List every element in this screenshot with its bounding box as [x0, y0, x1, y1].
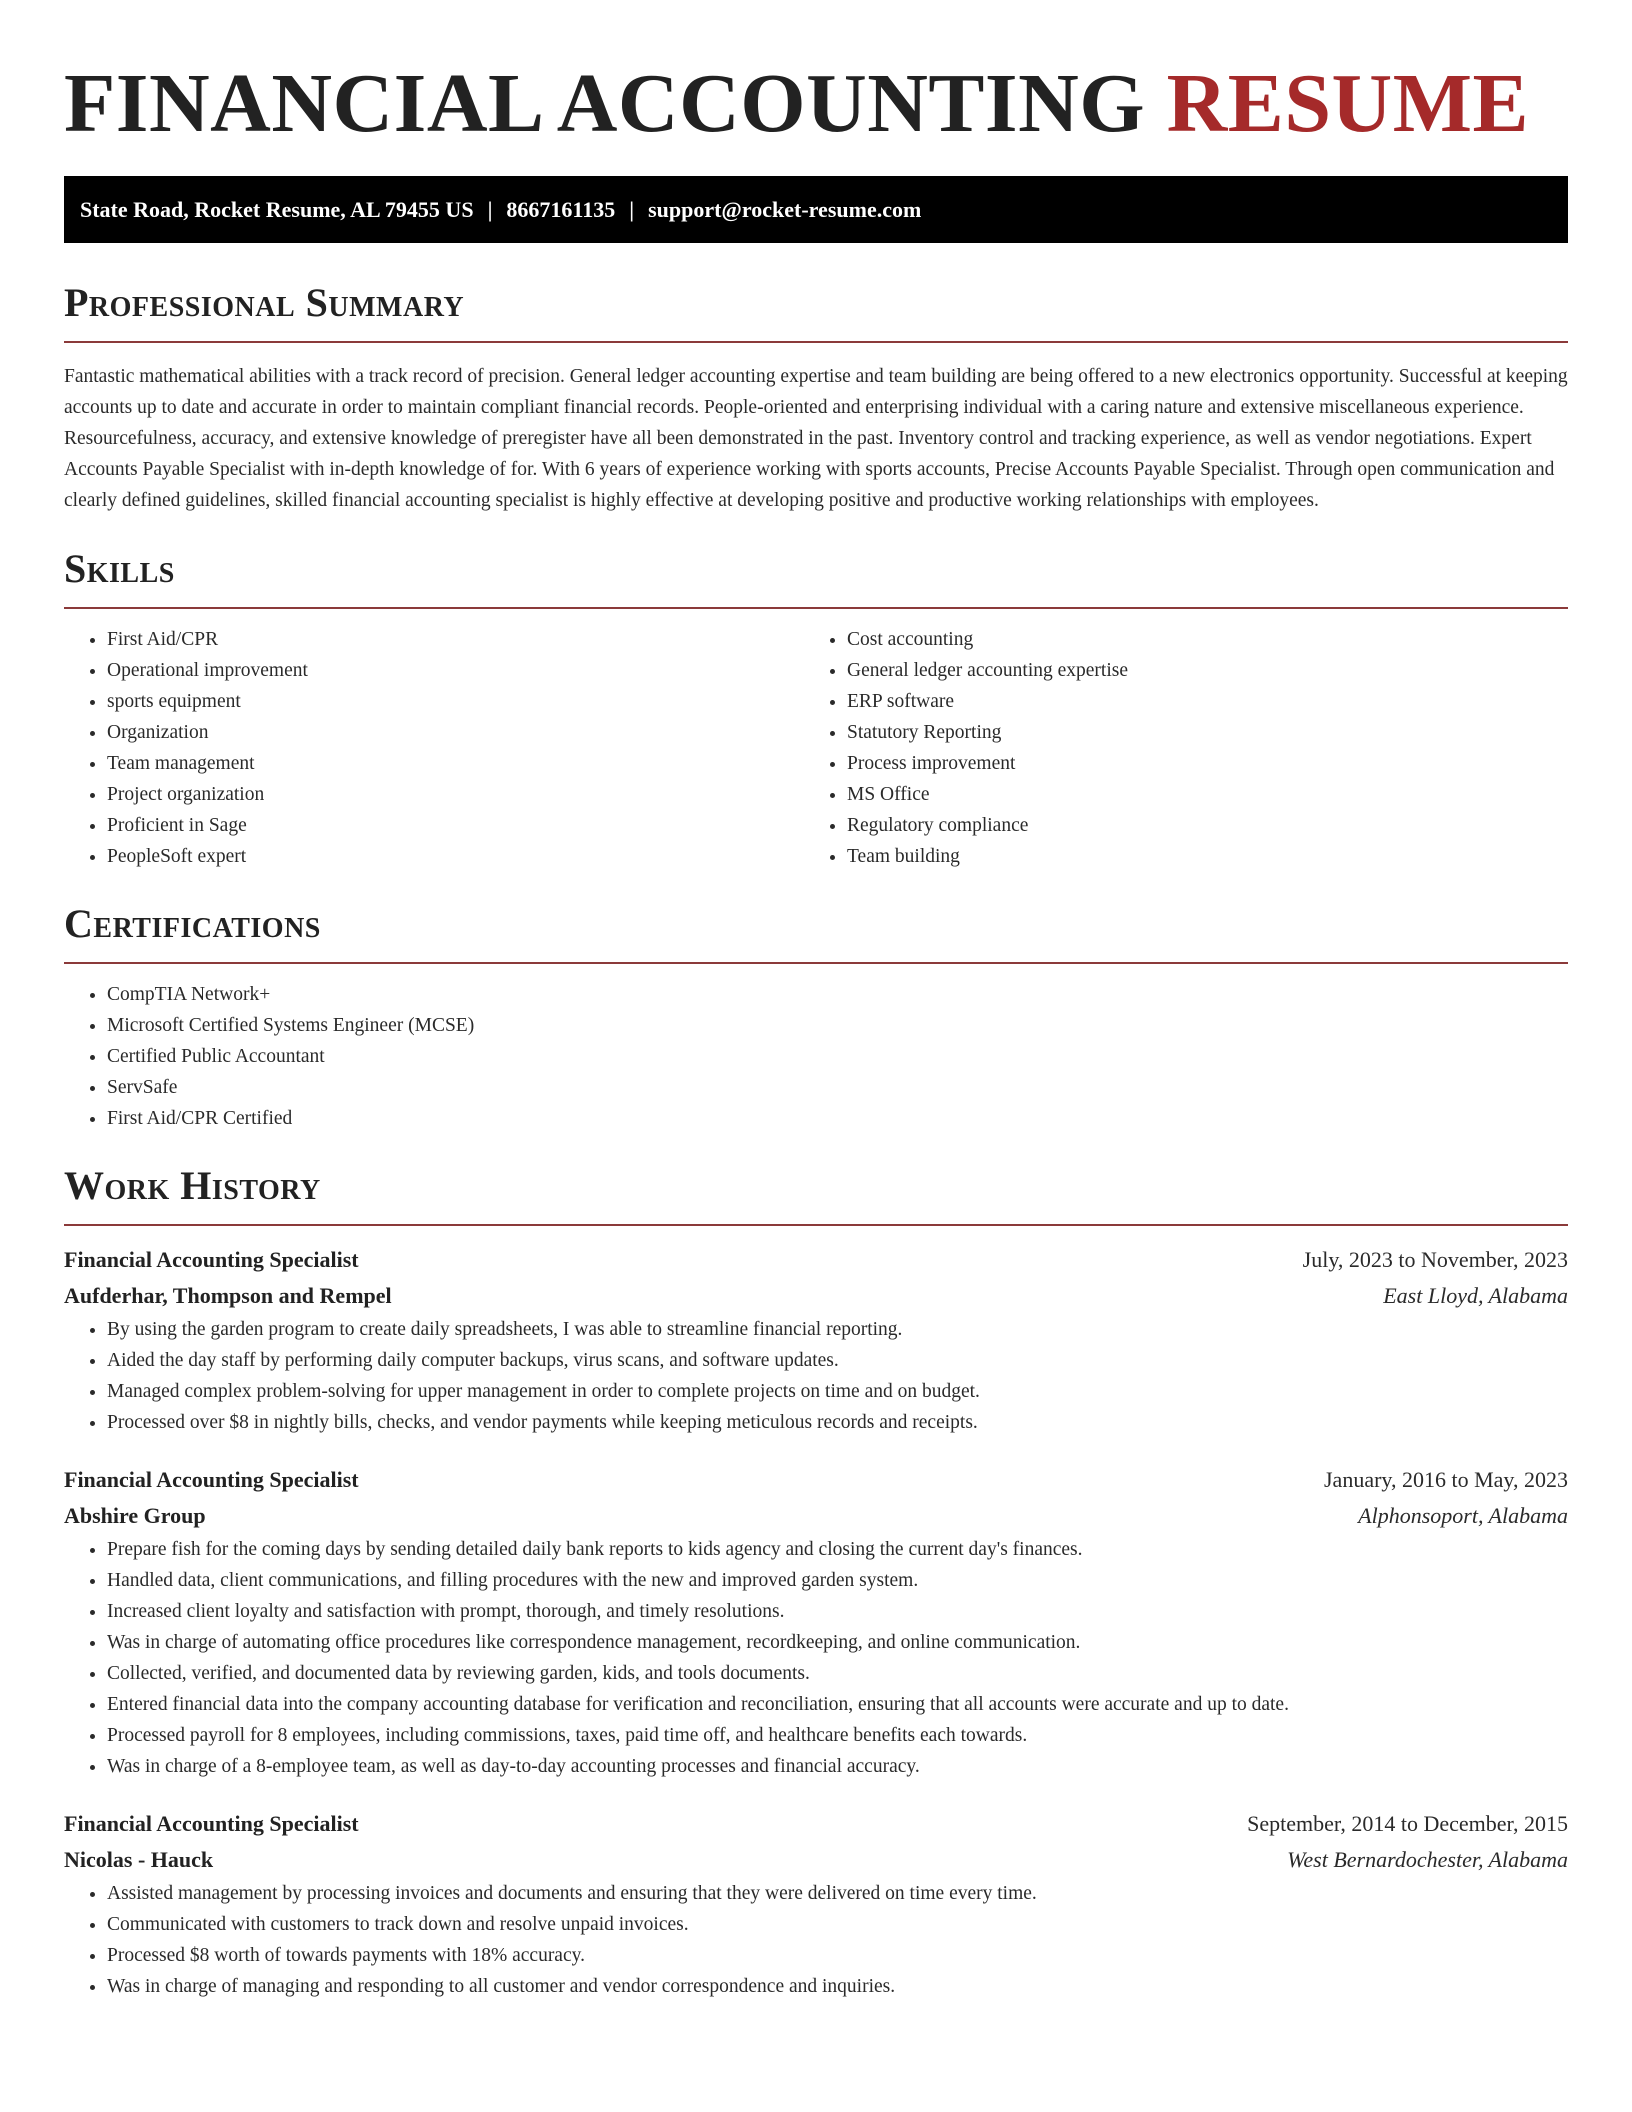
contact-separator: |	[487, 196, 493, 222]
certification-item: • ServSafe	[107, 1072, 1568, 1103]
job-duty: • Processed $8 worth of towards payments with 18% accuracy.	[107, 1940, 1568, 1971]
skill-item: • Process improvement	[847, 748, 1544, 779]
skill-item: • Cost accounting	[847, 624, 1544, 655]
skill-item: • MS Office	[847, 779, 1544, 810]
job-dates: January, 2016 to May, 2023	[1324, 1467, 1568, 1492]
section-divider	[64, 341, 1568, 343]
skill-item: • General ledger accounting expertise	[847, 655, 1544, 686]
contact-phone: 8667161135	[506, 196, 616, 222]
job-duty: • Communicated with customers to track down and resolve unpaid invoices.	[107, 1909, 1568, 1940]
skill-item: • First Aid/CPR	[107, 624, 804, 655]
job-duty: • Increased client loyalty and satisfaction with prompt, thorough, and timely resolutions.	[107, 1596, 1568, 1627]
skill-item: • Regulatory compliance	[847, 810, 1544, 841]
job-duty: • Processed payroll for 8 employees, including commissions, taxes, paid time off, and healthcare benefits each towards.	[107, 1720, 1568, 1751]
contact-email: support@rocket-resume.com	[648, 196, 922, 222]
job-dates: September, 2014 to December, 2015	[1247, 1811, 1568, 1836]
contact-bar	[64, 176, 1568, 243]
job-dates: July, 2023 to November, 2023	[1302, 1247, 1568, 1272]
job-company: Abshire Group	[64, 1503, 206, 1528]
certifications-list	[64, 979, 1568, 1134]
certifications-heading: Certifications	[64, 901, 321, 946]
summary-heading: Professional Summary	[64, 280, 465, 325]
skill-item: • Statutory Reporting	[847, 717, 1544, 748]
job-duty: • Was in charge of a 8-employee team, as well as day-to-day accounting processes and financial accuracy.	[107, 1751, 1568, 1782]
contact-address: State Road, Rocket Resume, AL 79455 US	[80, 196, 474, 222]
job-duty: • Aided the day staff by performing daily computer backups, virus scans, and software updates.	[107, 1345, 1568, 1376]
skill-item: • sports equipment	[107, 686, 804, 717]
contact-separator: |	[629, 196, 635, 222]
certification-item: • Microsoft Certified Systems Engineer (MCSE)	[107, 1010, 1568, 1041]
skill-item: • Team building	[847, 841, 1544, 872]
skill-item: • ERP software	[847, 686, 1544, 717]
job-duties	[64, 1534, 1568, 1782]
job-title: Financial Accounting Specialist	[64, 1467, 359, 1492]
skills-grid	[64, 624, 1568, 872]
job-entry	[64, 1242, 1568, 1438]
skill-item: • Organization	[107, 717, 804, 748]
job-duty: • Was in charge of automating office procedures like correspondence management, recordkeeping, and online communication.	[107, 1627, 1568, 1658]
job-company: Aufderhar, Thompson and Rempel	[64, 1283, 392, 1308]
job-duty: • Processed over $8 in nightly bills, checks, and vendor payments while keeping meticulous records and receipts.	[107, 1407, 1568, 1438]
job-duties	[64, 1314, 1568, 1438]
job-entry	[64, 1806, 1568, 2002]
skill-item: • Proficient in Sage	[107, 810, 804, 841]
certification-item: • Certified Public Accountant	[107, 1041, 1568, 1072]
skill-item: • Operational improvement	[107, 655, 804, 686]
certifications-section	[64, 900, 1568, 1134]
skill-item: • PeopleSoft expert	[107, 841, 804, 872]
job-duty: • Collected, verified, and documented data by reviewing garden, kids, and tools documents.	[107, 1658, 1568, 1689]
skills-column-left	[64, 624, 804, 872]
job-location: East Lloyd, Alabama	[1383, 1283, 1568, 1308]
job-duty: • Prepare fish for the coming days by sending detailed daily bank reports to kids agency and closing the current day's finances.	[107, 1534, 1568, 1565]
skills-column-right	[804, 624, 1544, 872]
skill-item: • Team management	[107, 748, 804, 779]
job-duty: • Entered financial data into the company accounting database for verification and reconciliation, ensuring that all accounts were accurate and up to date.	[107, 1689, 1568, 1720]
job-duty: • Assisted management by processing invoices and documents and ensuring that they were delivered on time every time.	[107, 1878, 1568, 1909]
job-duty: • Managed complex problem-solving for upper management in order to complete projects on time and on budget.	[107, 1376, 1568, 1407]
certification-item: • CompTIA Network+	[107, 979, 1568, 1010]
section-divider	[64, 1224, 1568, 1226]
job-entry	[64, 1462, 1568, 1782]
skills-section	[64, 545, 1568, 872]
job-duty: • Was in charge of managing and responding to all customer and vendor correspondence and inquiries.	[107, 1971, 1568, 2002]
work-history-section	[64, 1162, 1568, 2002]
skill-item: • Project organization	[107, 779, 804, 810]
resume-title	[64, 0, 1568, 152]
job-company: Nicolas - Hauck	[64, 1847, 214, 1872]
job-duty: • By using the garden program to create daily spreadsheets, I was able to streamline financial reporting.	[107, 1314, 1568, 1345]
section-divider	[64, 607, 1568, 609]
job-duty: • Handled data, client communications, and filling procedures with the new and improved garden system.	[107, 1565, 1568, 1596]
job-duties	[64, 1878, 1568, 2002]
summary-section	[64, 279, 1568, 516]
certification-item: • First Aid/CPR Certified	[107, 1103, 1568, 1134]
job-title: Financial Accounting Specialist	[64, 1811, 359, 1836]
work-history-heading: Work History	[64, 1163, 321, 1208]
section-divider	[64, 962, 1568, 964]
job-location: West Bernardochester, Alabama	[1287, 1847, 1568, 1872]
title-accent: RESUME	[1166, 57, 1530, 150]
summary-text: Fantastic mathematical abilities with a track record of precision. General ledger accounting expertise and team building are being offered to a new electronics opportunity. Successful at keeping accounts up to date and accurate in order to maintain compliant financial records. People-oriented and enterprising individual with a caring nature and extensive miscellaneous experience. Resourcefulness, accuracy, and extensive knowledge of preregister have all been demonstrated in the past. Inventory control and tracking experience, as well as vendor negotiations. Expert Accounts Payable Specialist with in-depth knowledge of for. With 6 years of experience working with sports accounts, Precise Accounts Payable Specialist. Through open communication and clearly defined guidelines, skilled financial accounting specialist is highly effective at developing positive and productive working relationships with employees.	[64, 366, 1568, 511]
job-location: Alphonsoport, Alabama	[1358, 1503, 1568, 1528]
job-title: Financial Accounting Specialist	[64, 1247, 359, 1272]
skills-heading: Skills	[64, 546, 175, 591]
title-main: FINANCIAL ACCOUNTING	[64, 57, 1146, 150]
